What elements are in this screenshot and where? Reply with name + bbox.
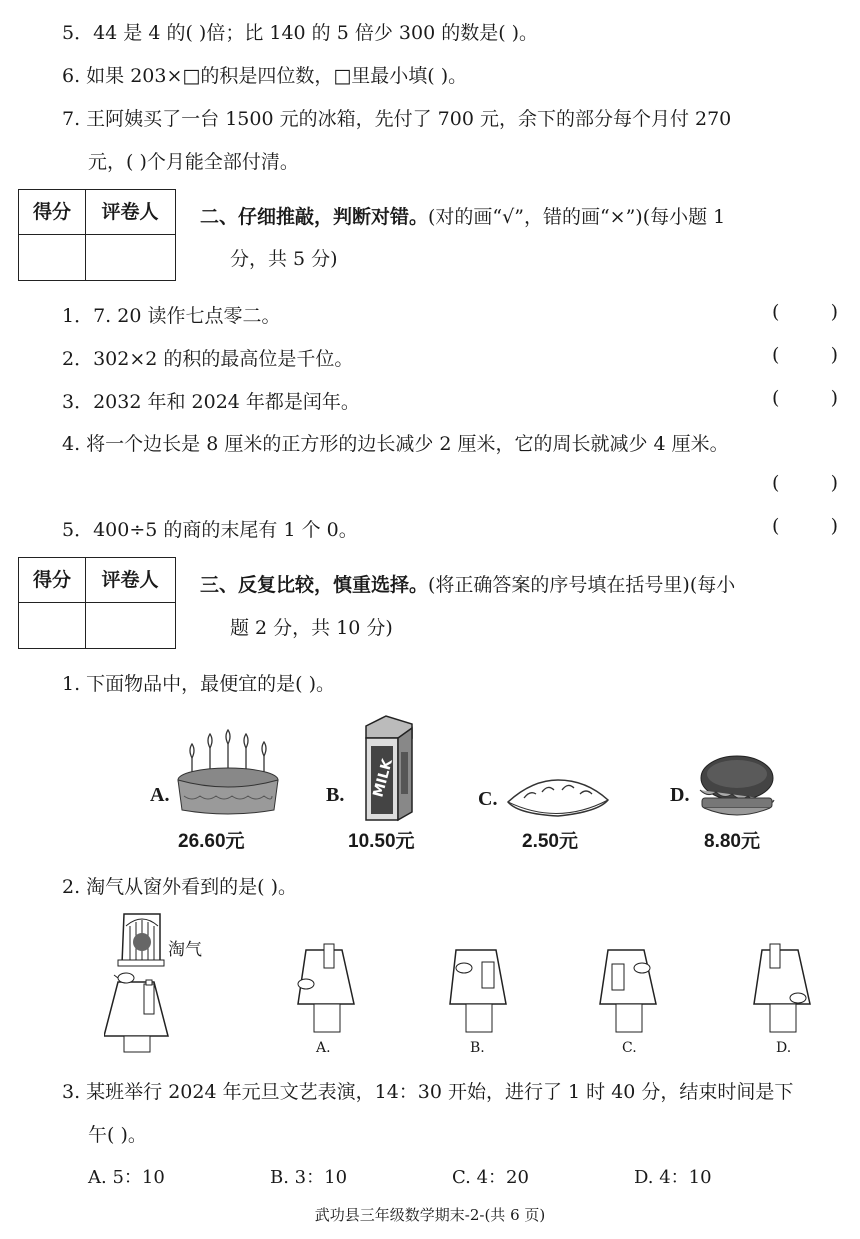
judge-item-3: 3．2032 年和 2024 年都是闰年。 bbox=[62, 391, 360, 413]
grader-label: 评卷人 bbox=[101, 569, 159, 591]
choice-question-3-line1: 3. 某班举行 2024 年元旦文艺表演，14：30 开始，进行了 1 时 40 分，结束时间是下 bbox=[62, 1081, 794, 1103]
score-label: 得分 bbox=[19, 558, 86, 602]
view-option-a-label: A. bbox=[316, 1040, 331, 1056]
section-3-instructions-cont: 题 2 分，共 10 分) bbox=[230, 617, 393, 639]
view-option-d-icon bbox=[752, 940, 816, 1036]
judge-item-2: 2．302×2 的积的最高位是千位。 bbox=[62, 348, 354, 370]
question-1-7-line1: 7. 王阿姨买了一台 1500 元的冰箱，先付了 700 元，余下的部分每个月付 270 bbox=[62, 108, 732, 130]
answer-paren-2[interactable]: ( ) bbox=[772, 344, 838, 366]
cake-icon bbox=[170, 718, 280, 818]
option-c-price: 2.50元 bbox=[522, 831, 578, 852]
view-option-a-icon bbox=[296, 940, 360, 1036]
view-option-d-label: D. bbox=[776, 1040, 792, 1056]
score-label: 得分 bbox=[19, 190, 86, 234]
question-1-7-line2: 元，( )个月能全部付清。 bbox=[88, 151, 299, 173]
view-option-c-label: C. bbox=[622, 1040, 637, 1056]
section-2-instructions: (对的画“√”，错的画“×”)(每小题 1 bbox=[428, 206, 726, 228]
judge-item-5: 5．400÷5 的商的末尾有 1 个 0。 bbox=[62, 519, 358, 541]
milk-carton-text: MILK bbox=[370, 757, 396, 800]
q3-option-a: A. 5：10 bbox=[88, 1167, 165, 1188]
option-d-label: D. bbox=[670, 784, 690, 806]
question-1-5: 5．44 是 4 的( )倍；比 140 的 5 倍少 300 的数是( )。 bbox=[62, 22, 539, 44]
section-3-heading bbox=[200, 570, 735, 597]
choice-question-2: 2. 淘气从窗外看到的是( )。 bbox=[62, 876, 298, 898]
option-b-label: B. bbox=[326, 784, 345, 806]
section-3-title: 三、反复比较，慎重选择。 bbox=[200, 574, 429, 596]
choice-question-3-line2: 午( )。 bbox=[88, 1124, 147, 1146]
view-option-c-icon bbox=[598, 940, 662, 1036]
section-3-instructions: (将正确答案的序号填在括号里)(每小 bbox=[428, 574, 736, 596]
choice-question-1: 1. 下面物品中，最便宜的是( )。 bbox=[62, 673, 336, 695]
section-2-instructions-cont: 分，共 5 分) bbox=[230, 248, 338, 270]
q3-option-c: C. 4：20 bbox=[452, 1167, 529, 1188]
taoqi-window-icon bbox=[104, 912, 174, 1056]
taoqi-label: 淘气 bbox=[168, 940, 202, 960]
q3-option-d: D. 4：10 bbox=[634, 1167, 712, 1188]
option-c-label: C. bbox=[478, 788, 498, 810]
bread-icon bbox=[502, 772, 614, 822]
section-2-heading bbox=[200, 202, 725, 229]
page-footer: 武功县三年级数学期末-2-(共 6 页) bbox=[314, 1206, 546, 1224]
q3-option-b: B. 3：10 bbox=[270, 1167, 348, 1188]
judge-item-4: 4. 将一个边长是 8 厘米的正方形的边长减少 2 厘米，它的周长就减少 4 厘米。 bbox=[62, 433, 729, 455]
grader-label: 评卷人 bbox=[101, 201, 159, 223]
section-2-title: 二、仔细推敲，判断对错。 bbox=[200, 206, 429, 228]
hamburger-icon bbox=[694, 752, 780, 824]
answer-paren-3[interactable]: ( ) bbox=[772, 387, 838, 409]
answer-paren-4[interactable]: ( ) bbox=[772, 472, 838, 494]
answer-paren-5[interactable]: ( ) bbox=[772, 515, 838, 537]
option-a-price: 26.60元 bbox=[178, 831, 245, 852]
milk-carton-icon bbox=[352, 712, 422, 824]
view-option-b-label: B. bbox=[470, 1040, 485, 1056]
score-box-section-2 bbox=[18, 189, 176, 281]
view-option-b-icon bbox=[448, 940, 512, 1036]
judge-item-1: 1．7. 20 读作七点零二。 bbox=[62, 305, 281, 327]
question-1-6: 6. 如果 203×□的积是四位数，□里最小填( )。 bbox=[62, 65, 468, 87]
answer-paren-1[interactable]: ( ) bbox=[772, 301, 838, 323]
option-d-price: 8.80元 bbox=[704, 831, 760, 852]
score-box-section-3 bbox=[18, 557, 176, 649]
option-b-price: 10.50元 bbox=[348, 831, 415, 852]
option-a-label: A. bbox=[150, 784, 170, 806]
